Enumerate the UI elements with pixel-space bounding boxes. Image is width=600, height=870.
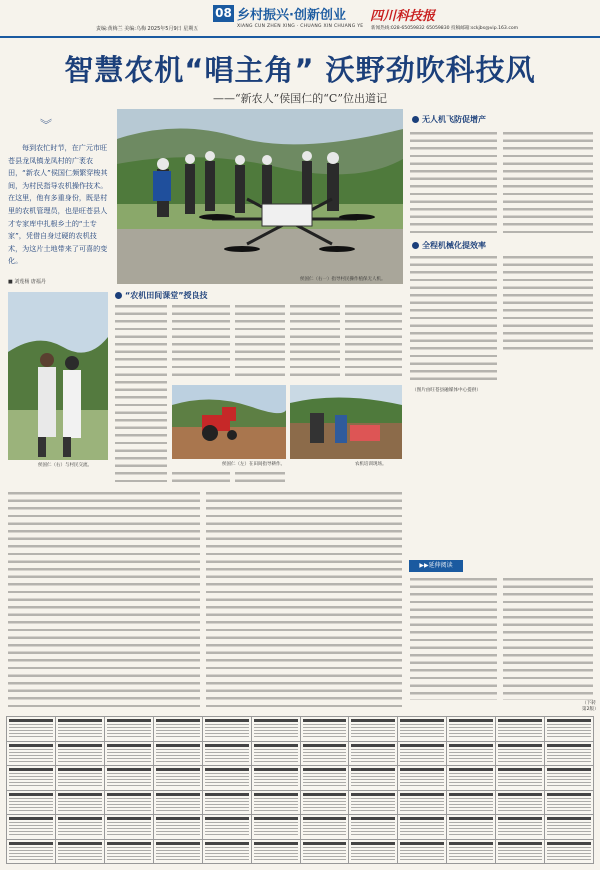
classified-notice xyxy=(203,840,251,864)
classified-notice xyxy=(7,815,55,839)
classified-notice xyxy=(398,717,446,741)
classified-notice xyxy=(56,766,104,790)
classified-notice xyxy=(496,815,544,839)
classified-notice xyxy=(398,840,446,864)
classified-notice xyxy=(349,840,397,864)
classified-notice xyxy=(349,815,397,839)
classified-notice xyxy=(154,840,202,864)
classified-notice xyxy=(7,791,55,815)
classified-notice xyxy=(545,717,593,741)
classified-notice xyxy=(545,791,593,815)
classified-notice xyxy=(252,742,300,766)
lead-paragraph: 每到农忙时节，在广元市旺苍县龙凤镇龙凤村的广袤农田，“新农人”侯国仁频繁穿梭其间，为村民指导农机操作技术。在这里，他有多重身份，既是村里的农机管理员，也是旺苍县人才专家库中扎根乡土的“土专家”，凭借自身过硬的农机技术，为这片土地带来了可喜的变化。 xyxy=(8,143,108,266)
article-col xyxy=(115,303,167,483)
contact-line: 新闻热线:028-65059832 65059830 投稿邮箱:sckjbs@vip.163.com xyxy=(371,26,519,31)
article-col xyxy=(503,576,593,700)
byline: ■ 刘莲杨 唐福丹 xyxy=(8,279,46,285)
article-col xyxy=(235,470,285,482)
article-col xyxy=(8,490,200,710)
classified-notice xyxy=(105,742,153,766)
classified-notice xyxy=(105,766,153,790)
classified-notice xyxy=(545,840,593,864)
classified-notice xyxy=(545,766,593,790)
article-col xyxy=(410,130,497,238)
classified-notice xyxy=(349,717,397,741)
classified-notice xyxy=(301,766,349,790)
headline: 智慧农机“唱主角” 沃野劲吹科技风 xyxy=(64,53,536,87)
classified-notice xyxy=(203,766,251,790)
article-col xyxy=(503,130,593,238)
article-col xyxy=(410,576,497,700)
classified-notice xyxy=(252,766,300,790)
bullet-icon xyxy=(412,242,419,249)
classified-notice xyxy=(447,791,495,815)
classified-notice xyxy=(105,840,153,864)
article-col xyxy=(235,303,285,381)
classified-notice xyxy=(301,840,349,864)
classified-notice xyxy=(252,815,300,839)
classified-notice xyxy=(252,840,300,864)
classified-notice xyxy=(496,840,544,864)
classified-notice xyxy=(154,766,202,790)
classified-notice xyxy=(252,717,300,741)
tractor-photo xyxy=(172,385,286,459)
section-title: 乡村振兴·创新创业 xyxy=(237,8,346,23)
classified-notice xyxy=(496,717,544,741)
classified-notice xyxy=(301,815,349,839)
classified-notice xyxy=(105,815,153,839)
classified-notice xyxy=(447,717,495,741)
extended-reading-box: ▶▶延伸阅读 xyxy=(409,560,463,572)
classified-notice xyxy=(7,742,55,766)
classified-notice xyxy=(154,717,202,741)
classified-notice xyxy=(7,766,55,790)
bullet-icon xyxy=(412,116,419,123)
classified-notice xyxy=(447,766,495,790)
article-col xyxy=(206,490,402,710)
article-col xyxy=(410,254,497,384)
classified-notice xyxy=(398,766,446,790)
portrait-photo xyxy=(8,292,108,460)
classified-notice xyxy=(447,840,495,864)
tractor-caption: 侯国仁（左）在田间指导耕作。 xyxy=(222,462,285,467)
classified-notice xyxy=(398,742,446,766)
main-photo-caption: 侯国仁（右一）指导村民操作植保无人机。 xyxy=(300,277,386,282)
classified-notice xyxy=(203,791,251,815)
classified-notice xyxy=(203,815,251,839)
classified-notice xyxy=(545,815,593,839)
classified-notice xyxy=(496,791,544,815)
classified-notice xyxy=(105,717,153,741)
editor-line: 责编:黄梅兰 美编:乌梅 2025年5月9日 星期五 xyxy=(96,26,199,32)
classified-notice xyxy=(301,742,349,766)
classified-notice xyxy=(398,791,446,815)
continued-note: （下转第2版） xyxy=(582,701,599,712)
machine-caption: 农机培训现场。 xyxy=(355,462,387,467)
article-col xyxy=(172,470,230,482)
classified-notice xyxy=(56,815,104,839)
section-pinyin: XIANG CUN ZHEN XING · CHUANG XIN CHUANG YE xyxy=(237,24,364,29)
classified-notice xyxy=(496,742,544,766)
classified-notice xyxy=(349,742,397,766)
classified-notice xyxy=(349,766,397,790)
classified-notice xyxy=(105,791,153,815)
classified-notice xyxy=(154,815,202,839)
classified-notice xyxy=(7,717,55,741)
photo-credit: （图片由旺苍县融媒体中心提供） xyxy=(412,388,481,393)
classified-notice xyxy=(56,717,104,741)
classified-notice xyxy=(7,840,55,864)
classified-notice xyxy=(154,791,202,815)
bullet-icon xyxy=(115,292,122,299)
section-title-mechanization: 全程机械化提效率 xyxy=(412,240,486,251)
classified-notice xyxy=(398,815,446,839)
section-title-drone: 无人机飞防促增产 xyxy=(412,114,486,125)
article-col xyxy=(172,303,230,381)
subheadline: ——“新农人”侯国仁的“C”位出道记 xyxy=(213,92,387,105)
classified-notices-grid xyxy=(6,716,594,864)
page-number: 08 xyxy=(213,5,234,22)
classified-notice xyxy=(447,742,495,766)
classified-notice xyxy=(203,717,251,741)
classified-notice xyxy=(349,791,397,815)
main-photo-drone xyxy=(117,109,403,284)
classified-notice xyxy=(545,742,593,766)
chevron-down-icon: ︾ xyxy=(39,118,52,132)
article-col xyxy=(345,303,402,381)
masthead-logo: 四川科技报 xyxy=(370,9,436,24)
classified-notice xyxy=(447,815,495,839)
classified-notice xyxy=(56,742,104,766)
classified-notice xyxy=(496,766,544,790)
classified-notice xyxy=(301,717,349,741)
machine-photo xyxy=(290,385,402,459)
page-header xyxy=(0,0,600,38)
classified-notice xyxy=(301,791,349,815)
classified-notice xyxy=(56,791,104,815)
section-title-class: “农机田间课堂”授良技 xyxy=(115,290,208,301)
classified-notice xyxy=(203,742,251,766)
classified-notice xyxy=(56,840,104,864)
classified-notice xyxy=(252,791,300,815)
classified-notice xyxy=(154,742,202,766)
portrait-caption: 侯国仁（右）与村民交流。 xyxy=(38,463,92,468)
article-col xyxy=(503,254,593,354)
article-col xyxy=(290,303,340,381)
